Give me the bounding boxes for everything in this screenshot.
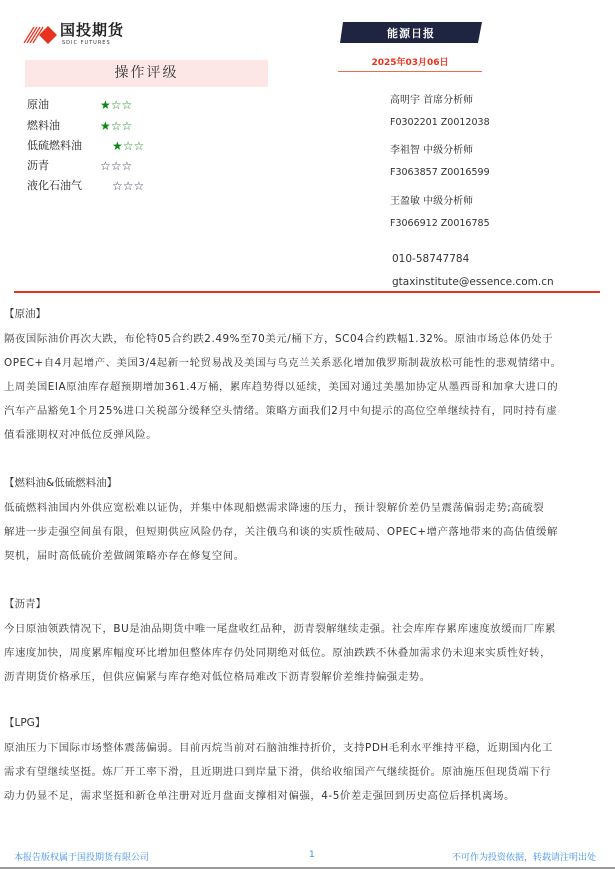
paragraph-line: 解进一步走强空间虽有限，但短期供应风险仍存，关注俄乌和谈的实质性破局、OPEC+增产落地带来的高估值缓解 xyxy=(4,526,558,538)
analyst-name: 王盈敏 中级分析师 xyxy=(390,196,474,207)
analyst-name: 高明宇 首席分析师 xyxy=(390,95,474,106)
paragraph-line: 今日原油领跌情况下，BU是油品期货中唯一尾盘收红品种，沥青裂解继续走强。社会库库存累库速度放缓而厂库累 xyxy=(4,623,556,635)
report-date: 2025年03月06日 xyxy=(338,55,482,72)
star-rating xyxy=(100,157,132,175)
paragraph-line: 动力仍显不足，需求坚挺和新仓单注册对近月盘面支撑相对偏强，4-5价差走强回到历史高位后择机离场。 xyxy=(4,790,515,802)
star-rating xyxy=(112,177,144,195)
star-filled-icon: ★ xyxy=(100,98,111,112)
page-number: 1 xyxy=(309,850,315,860)
rating-name: 液化石油气 xyxy=(27,179,82,192)
star-empty-icon: ☆ xyxy=(121,159,133,173)
rating-title: 操作评级 xyxy=(25,60,268,87)
rating-row xyxy=(27,117,133,135)
paragraph-line: 低硫燃料油国内外供应宽松难以证伪，并集中体现船燃需求降速的压力，预计裂解价差仍呈震荡偏弱走势;高硫裂 xyxy=(4,502,545,514)
footer-divider xyxy=(0,867,615,869)
rating-name: 原油 xyxy=(27,98,49,111)
paragraph-line: 原油压力下国际市场整体震荡偏弱。目前丙烷当前对石脑油维持折价，支持PDH毛利水平维持平稳，近期国内化工 xyxy=(4,742,553,754)
section-title: 【燃料油&低硫燃料油】 xyxy=(4,477,118,489)
contact-phone: 010-58747784 xyxy=(392,253,470,265)
star-empty-icon: ☆ xyxy=(110,159,122,173)
star-rating xyxy=(100,96,132,114)
star-empty-icon: ☆ xyxy=(100,159,111,173)
star-filled-icon: ★ xyxy=(100,119,111,133)
rating-row xyxy=(27,157,133,175)
analyst-cert: F3066912 Z0016785 xyxy=(390,218,490,229)
section-title: 【原油】 xyxy=(4,308,46,320)
section-title: 【LPG】 xyxy=(4,717,46,729)
star-empty-icon: ☆ xyxy=(112,179,123,193)
analyst-name: 李祖智 中级分析师 xyxy=(390,145,474,156)
report-type-banner xyxy=(340,22,482,43)
rating-name: 低硫燃料油 xyxy=(27,139,82,152)
report-type: 能源日报 xyxy=(387,27,435,40)
star-rating xyxy=(100,117,132,135)
analyst-cert: F0302201 Z0012038 xyxy=(390,117,490,128)
rating-row xyxy=(27,177,145,195)
star-empty-icon: ☆ xyxy=(133,139,145,153)
logo-cn: 国投期货 xyxy=(60,21,125,39)
star-empty-icon: ☆ xyxy=(122,139,134,153)
star-rating xyxy=(112,137,144,155)
footer-copyright: 本报告版权属于国投期货有限公司 xyxy=(14,853,150,863)
paragraph-line: 需求有望继续坚挺。炼厂开工率下滑，且近期进口到岸量下滑，供给收缩国产气继续挺价。原油施压但现货端下行 xyxy=(4,766,552,778)
footer-disclaimer: 不可作为投资依据，转载请注明出处 xyxy=(452,853,597,863)
paragraph-line: OPEC+自4月起增产、美国3/4起新一轮贸易战及美国与乌克兰关系恶化增加俄罗斯制裁放松可能性的悲观情绪中。 xyxy=(4,357,562,369)
contact-email[interactable]: gtaxinstitute@essence.com.cn xyxy=(392,276,554,288)
star-empty-icon: ☆ xyxy=(122,179,134,193)
star-empty-icon: ☆ xyxy=(133,179,145,193)
rating-name: 燃料油 xyxy=(27,119,60,132)
star-empty-icon: ☆ xyxy=(110,98,122,112)
paragraph-line: 值看涨期权对冲低位反弹风险。 xyxy=(4,429,158,441)
star-empty-icon: ☆ xyxy=(110,119,122,133)
header-divider xyxy=(14,291,600,293)
section-title: 【沥青】 xyxy=(4,598,46,610)
paragraph-line: 契机，届时高低硫价差做阔策略亦存在修复空间。 xyxy=(4,550,245,562)
logo-mark-icon xyxy=(22,25,58,45)
analyst-cert: F3063857 Z0016599 xyxy=(390,167,490,178)
paragraph-line: 沥青期货价格承压，但供应偏紧与库存绝对低位格局难改下沥青裂解价差维持偏强走势。 xyxy=(4,671,431,683)
company-logo xyxy=(22,21,125,50)
paragraph-line: 汽车产品豁免1个月25%进口关税部分缓释空头情绪。策略方面我们2月中旬提示的高位空单继续持有，同时持有虚 xyxy=(4,405,558,417)
rating-row xyxy=(27,96,133,114)
star-empty-icon: ☆ xyxy=(121,98,133,112)
paragraph-line: 库速度加快，周度累库幅度环比增加但整体库存仍处同期绝对低位。原油跌跌不休叠加需求仍未迎来实质性好转， xyxy=(4,647,552,659)
paragraph-line: 隔夜国际油价再次大跌，布伦特05合约跌2.49%至70美元/桶下方，SC04合约跌幅1.32%。原油市场总体仍处于 xyxy=(4,333,554,345)
rating-row xyxy=(27,137,145,155)
star-filled-icon: ★ xyxy=(112,139,123,153)
rating-name: 沥青 xyxy=(27,159,49,172)
paragraph-line: 上周美国EIA原油库存超预期增加361.4万桶，累库趋势得以延续，美国对通过美墨加协定从墨西哥和加拿大进口的 xyxy=(4,381,559,393)
star-empty-icon: ☆ xyxy=(121,119,133,133)
logo-en: SDIC FUTURES xyxy=(62,40,111,46)
